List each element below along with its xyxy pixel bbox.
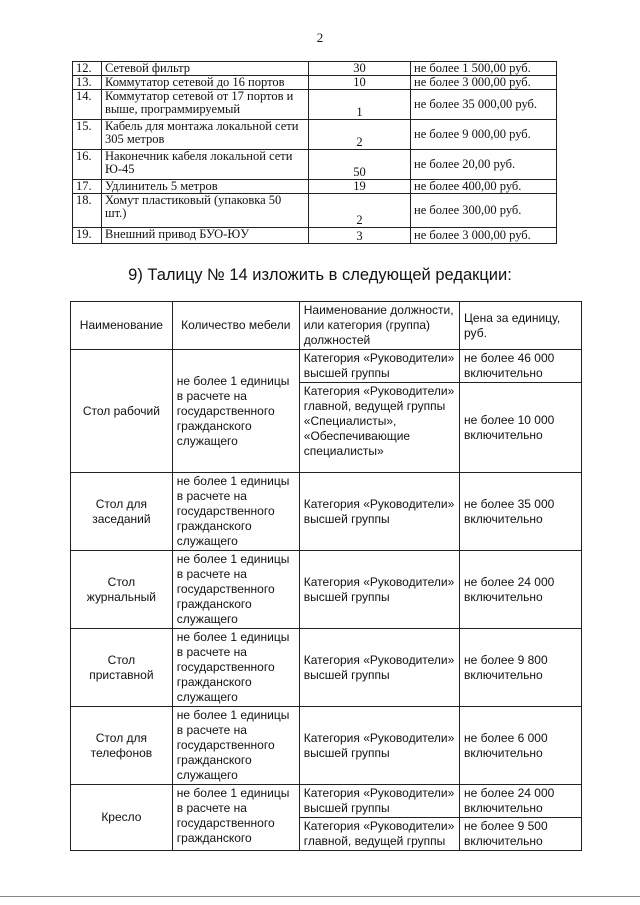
item-name: Коммутатор сетевой от 17 портов и выше, программируемый bbox=[102, 90, 309, 120]
table-row bbox=[71, 473, 582, 551]
row-number: 16. bbox=[73, 150, 102, 180]
item-name: Кабель для монтажа локальной сети 305 метров bbox=[102, 120, 309, 150]
table-row bbox=[71, 551, 582, 629]
furniture-name: Стол для заседаний bbox=[71, 473, 173, 551]
table-row bbox=[71, 785, 582, 818]
equipment-table bbox=[72, 61, 557, 244]
header-name: Наименование bbox=[71, 302, 173, 350]
item-price: не более 9 000,00 руб. bbox=[411, 120, 557, 150]
item-quantity: 2 bbox=[309, 194, 411, 228]
item-price: не более 20,00 руб. bbox=[411, 150, 557, 180]
table-row bbox=[73, 76, 557, 90]
item-quantity: 19 bbox=[309, 180, 411, 194]
item-price: не более 3 000,00 руб. bbox=[411, 228, 557, 244]
unit-price: не более 35 000 включительно bbox=[460, 473, 582, 551]
bottom-rule bbox=[0, 896, 640, 897]
unit-price: не более 9 800 включительно bbox=[460, 629, 582, 707]
furniture-quantity: не более 1 единицы в расчете на государственного гражданского служащего bbox=[172, 629, 299, 707]
header-price: Цена за единицу, руб. bbox=[460, 302, 582, 350]
unit-price: не более 9 500 включительно bbox=[460, 818, 582, 851]
furniture-quantity: не более 1 единицы в расчете на государственного гражданского bbox=[172, 785, 299, 851]
unit-price: не более 24 000 включительно bbox=[460, 785, 582, 818]
row-number: 14. bbox=[73, 90, 102, 120]
item-quantity: 30 bbox=[309, 62, 411, 76]
row-number: 18. bbox=[73, 194, 102, 228]
item-quantity: 1 bbox=[309, 90, 411, 120]
table-row bbox=[73, 120, 557, 150]
unit-price: не более 46 000 включительно bbox=[460, 350, 582, 383]
item-price: не более 1 500,00 руб. bbox=[411, 62, 557, 76]
position-category: Категория «Руководители» высшей группы bbox=[299, 707, 459, 785]
unit-price: не более 10 000 включительно bbox=[460, 383, 582, 473]
furniture-quantity: не более 1 единицы в расчете на государственного гражданского служащего bbox=[172, 551, 299, 629]
table-row bbox=[73, 150, 557, 180]
item-price: не более 400,00 руб. bbox=[411, 180, 557, 194]
furniture-quantity: не более 1 единицы в расчете на государственного гражданского служащего bbox=[172, 473, 299, 551]
row-number: 15. bbox=[73, 120, 102, 150]
item-name: Наконечник кабеля локальной сети Ю-45 bbox=[102, 150, 309, 180]
row-number: 17. bbox=[73, 180, 102, 194]
item-name: Хомут пластиковый (упаковка 50 шт.) bbox=[102, 194, 309, 228]
table-row bbox=[71, 629, 582, 707]
item-quantity: 10 bbox=[309, 76, 411, 90]
item-price: не более 3 000,00 руб. bbox=[411, 76, 557, 90]
position-category: Категория «Руководители» главной, ведущей группы «Специалисты», «Обеспечивающие специалисты» bbox=[299, 383, 459, 473]
position-category: Категория «Руководители» высшей группы bbox=[299, 350, 459, 383]
item-name: Внешний привод БУО-ЮУ bbox=[102, 228, 309, 244]
row-number: 12. bbox=[73, 62, 102, 76]
item-price: не более 300,00 руб. bbox=[411, 194, 557, 228]
position-category: Категория «Руководители» высшей группы bbox=[299, 785, 459, 818]
position-category: Категория «Руководители» главной, ведущей группы bbox=[299, 818, 459, 851]
item-name: Сетевой фильтр bbox=[102, 62, 309, 76]
item-quantity: 2 bbox=[309, 120, 411, 150]
table-row bbox=[73, 90, 557, 120]
unit-price: не более 6 000 включительно bbox=[460, 707, 582, 785]
table-row bbox=[71, 350, 582, 383]
item-quantity: 3 bbox=[309, 228, 411, 244]
table-row bbox=[73, 194, 557, 228]
table-header-row bbox=[71, 302, 582, 350]
item-price: не более 35 000,00 руб. bbox=[411, 90, 557, 120]
header-position: Наименование должности, или категория (группа) должностей bbox=[299, 302, 459, 350]
position-category: Категория «Руководители» высшей группы bbox=[299, 473, 459, 551]
furniture-name: Стол для телефонов bbox=[71, 707, 173, 785]
position-category: Категория «Руководители» высшей группы bbox=[299, 629, 459, 707]
item-quantity: 50 bbox=[309, 150, 411, 180]
furniture-name: Стол рабочий bbox=[71, 350, 173, 473]
table-row bbox=[73, 62, 557, 76]
table-row bbox=[73, 228, 557, 244]
furniture-name: Кресло bbox=[71, 785, 173, 851]
furniture-name: Стол журнальный bbox=[71, 551, 173, 629]
row-number: 19. bbox=[73, 228, 102, 244]
item-name: Коммутатор сетевой до 16 портов bbox=[102, 76, 309, 90]
section-heading: 9) Талицу № 14 изложить в следующей редакции: bbox=[128, 266, 512, 284]
header-quantity: Количество мебели bbox=[172, 302, 299, 350]
position-category: Категория «Руководители» высшей группы bbox=[299, 551, 459, 629]
unit-price: не более 24 000 включительно bbox=[460, 551, 582, 629]
page-number: 2 bbox=[316, 30, 324, 45]
furniture-table bbox=[70, 301, 582, 851]
furniture-quantity: не более 1 единицы в расчете на государственного гражданского служащего bbox=[172, 350, 299, 473]
furniture-quantity: не более 1 единицы в расчете на государственного гражданского служащего bbox=[172, 707, 299, 785]
row-number: 13. bbox=[73, 76, 102, 90]
table-row bbox=[73, 180, 557, 194]
item-name: Удлинитель 5 метров bbox=[102, 180, 309, 194]
table-row bbox=[71, 707, 582, 785]
furniture-name: Стол приставной bbox=[71, 629, 173, 707]
